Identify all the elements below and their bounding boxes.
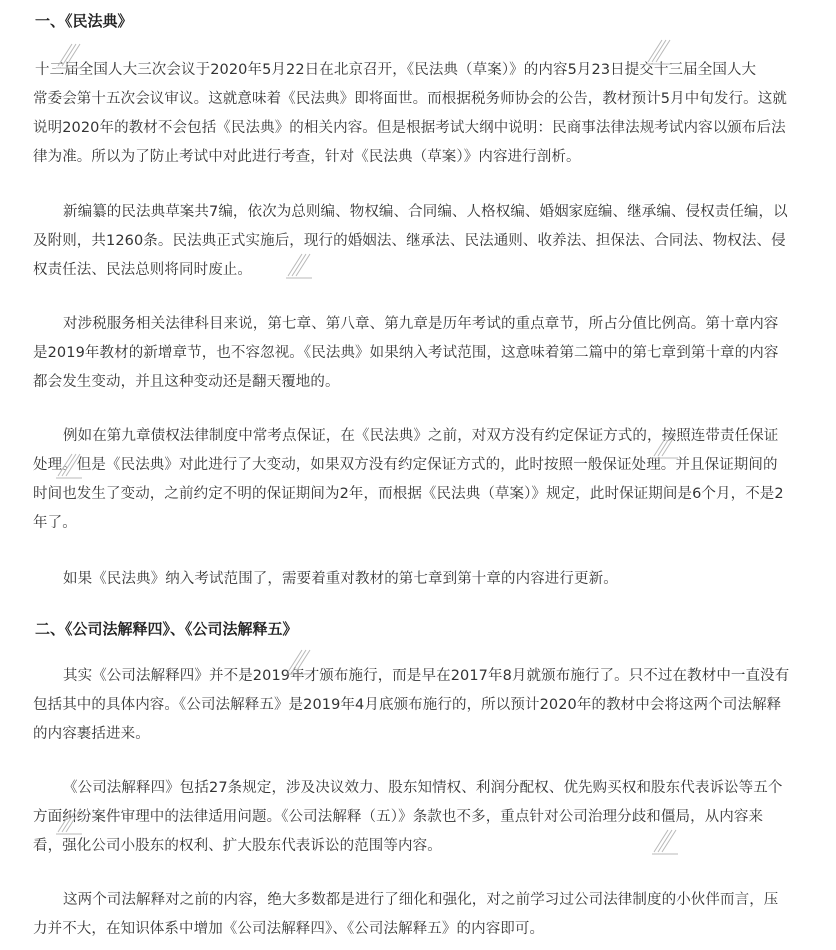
text-line: 力并不大，在知识体系中增加《公司法解释四》、《公司法解释五》的内容即可。 bbox=[33, 921, 545, 937]
section-heading-civil-code: 一、《民法典》 bbox=[35, 12, 133, 30]
text-line: 这两个司法解释对之前的内容，绝大多数都是进行了细化和强化，对之前学习过公司法律制度的小伙伴而言，压 bbox=[63, 892, 779, 908]
paragraph-update-note bbox=[33, 565, 833, 594]
text-line: 是2019年教材的新增章节，也不容忽视。《民法典》如果纳入考试范围，这意味着第二篇中的第七章到第十章的内容 bbox=[33, 345, 779, 361]
text-line: 说明2020年的教材不会包括《民法典》的相关内容。但是根据考试大纲中说明：民商事法律法规考试内容以颁布后法 bbox=[33, 120, 786, 136]
text-line: 律为准。所以为了防止考试中对此进行考查，针对《民法典（草案）》内容进行剖析。 bbox=[33, 149, 581, 165]
text-line: 方面纠纷案件审理中的法律适用问题。《公司法解释（五）》条款也不多，重点针对公司治理分歧和僵局，从内容来 bbox=[33, 809, 764, 825]
paragraph-company-law-content bbox=[33, 774, 833, 861]
paragraph-civil-code-structure bbox=[33, 198, 833, 285]
paragraph-company-law-summary bbox=[33, 886, 833, 944]
text-line: 十三届全国人大三次会议于2020年5月22日在北京召开，《民法典（草案）》的内容5月23日提交十三届全国人大 bbox=[35, 62, 757, 78]
text-line: 常委会第十五次会议审议。这就意味着《民法典》即将面世。而根据税务师协会的公告，教材预计5月中旬发行。这就 bbox=[33, 91, 787, 107]
text-line: 对涉税服务相关法律科目来说，第七章、第八章、第九章是历年考试的重点章节，所占分值比例高。第十章内容 bbox=[63, 316, 779, 332]
text-line: 处理。但是《民法典》对此进行了大变动，如果双方没有约定保证方式的，此时按照一般保证处理。并且保证期间的 bbox=[33, 457, 778, 473]
section-heading-company-law: 二、《公司法解释四》、《公司法解释五》 bbox=[35, 620, 298, 638]
text-line: 权责任法、民法总则将同时废止。 bbox=[33, 262, 252, 278]
text-line: 包括其中的具体内容。《公司法解释五》是2019年4月底颁布施行的，所以预计2020年的教材中会将这两个司法解释 bbox=[33, 697, 782, 713]
paragraph-company-law-timing bbox=[33, 662, 833, 749]
text-line: 及附则，共1260条。民法典正式实施后，现行的婚姻法、继承法、民法通则、收养法、担保法、合同法、物权法、侵 bbox=[33, 233, 786, 249]
paragraph-civil-code-intro bbox=[33, 56, 833, 172]
text-line: 其实《公司法解释四》并不是2019年才颁布施行，而是早在2017年8月就颁布施行了。只不过在教材中一直没有 bbox=[63, 668, 790, 684]
text-line: 的内容裹括进来。 bbox=[33, 726, 150, 742]
text-line: 都会发生变动，并且这种变动还是翻天覆地的。 bbox=[33, 374, 340, 390]
text-line: 时间也发生了变动，之前约定不明的保证期间为2年，而根据《民法典（草案）》规定，此时保证期间是6个月，不是2 bbox=[33, 486, 784, 502]
text-line: 《公司法解释四》包括27条规定，涉及决议效力、股东知情权、利润分配权、优先购买权和股东代表诉讼等五个 bbox=[63, 780, 783, 796]
text-line: 如果《民法典》纳入考试范围了，需要着重对教材的第七章到第十章的内容进行更新。 bbox=[63, 571, 618, 587]
text-line: 看，强化公司小股东的权利、扩大股东代表诉讼的范围等内容。 bbox=[33, 838, 442, 854]
text-line: 新编纂的民法典草案共7编，依次为总则编、物权编、合同编、人格权编、婚姻家庭编、继承编、侵权责任编，以 bbox=[63, 204, 788, 220]
paragraph-guarantee-example bbox=[33, 422, 833, 538]
text-line: 年了。 bbox=[33, 515, 77, 531]
text-line: 例如在第九章债权法律制度中常考点保证，在《民法典》之前，对双方没有约定保证方式的，按照连带责任保证 bbox=[63, 428, 779, 444]
paragraph-exam-chapters bbox=[33, 310, 833, 397]
